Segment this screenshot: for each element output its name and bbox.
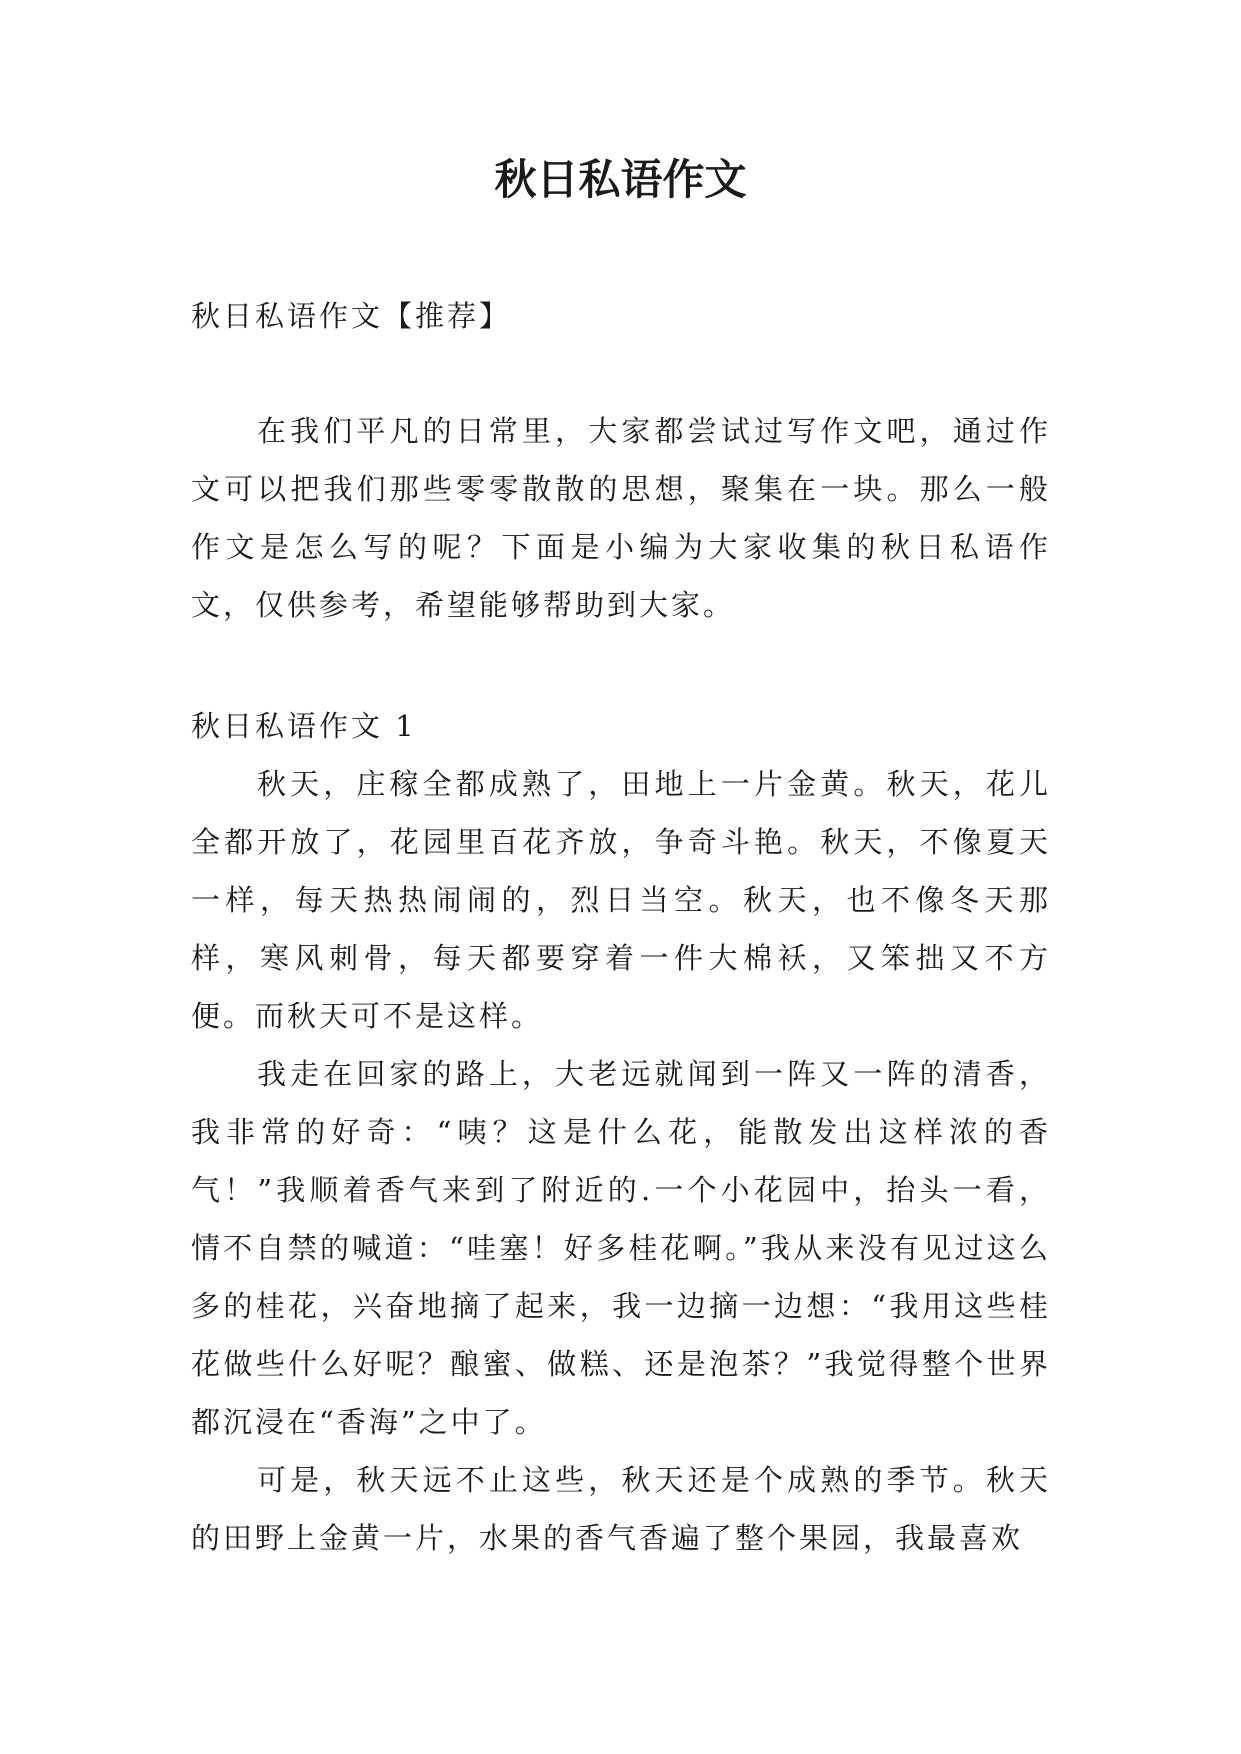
section-heading: 秋日私语作文 1	[191, 709, 417, 743]
document-title: 秋日私语作文	[494, 155, 747, 204]
essay-paragraph-2: 我走在回家的路上，大老远就闻到一阵又一阵的清香，我非常的好奇：“咦？这是什么花，能散发出这样浓的香气！”我顺着香气来到了附近的.一个小花园中，抬头一看，情不自禁的喊道：“哇塞！好多桂花啊。”我从来没有见过这么多的桂花，兴奋地摘了起来，我一边摘一边想：“我用这些桂花做些什么好呢？酿蜜、做糕、还是泡茶？”我觉得整个世界都沉浸在“香海”之中了。	[191, 1057, 1051, 1439]
essay-paragraph-1: 秋天，庄稼全都成熟了，田地上一片金黄。秋天，花儿全都开放了，花园里百花齐放，争奇斗艳。秋天，不像夏天一样，每天热热闹闹的，烈日当空。秋天，也不像冬天那样，寒风刺骨，每天都要穿着一件大棉袄，又笨拙又不方便。而秋天可不是这样。	[191, 767, 1051, 1033]
document-subtitle: 秋日私语作文【推荐】	[191, 299, 512, 333]
essay-body	[191, 755, 1051, 1567]
essay-paragraph-3: 可是，秋天远不止这些，秋天还是个成熟的季节。秋天的田野上金黄一片，水果的香气香遍了整个果园，我最喜欢	[191, 1463, 1051, 1555]
intro-paragraph: 在我们平凡的日常里，大家都尝试过写作文吧，通过作文可以把我们那些零零散散的思想，聚集在一块。那么一般作文是怎么写的呢？下面是小编为大家收集的秋日私语作文，仅供参考，希望能够帮助到大家。	[191, 414, 1051, 622]
